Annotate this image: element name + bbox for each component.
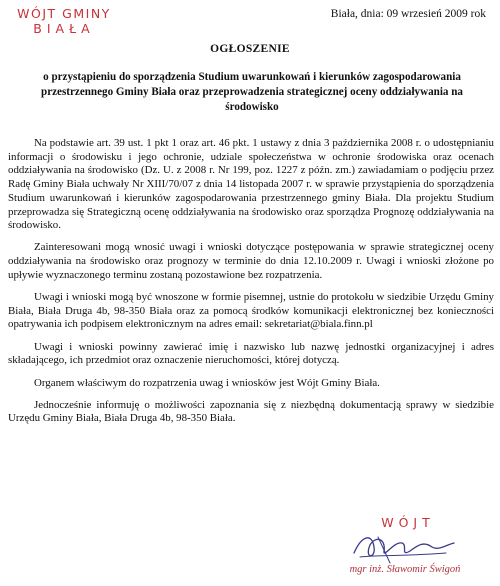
paragraph-competent-authority: Organem właściwym do rozpatrzenia uwag i wniosków jest Wójt Gminy Biała. — [34, 376, 380, 389]
handwritten-signature-icon — [350, 529, 460, 565]
document-title: OGŁOSZENIE — [210, 43, 290, 55]
office-stamp — [8, 6, 120, 36]
place-and-date: Biała, dnia: 09 wrzesień 2009 rok — [330, 8, 486, 20]
stamp-line-2: BIAŁA — [33, 21, 95, 36]
stamp-line-1: WÓJT GMINY — [17, 6, 111, 21]
paragraph-submission-methods: Uwagi i wnioski mogą być wnoszone w formie pisemnej, ustnie do protokołu w siedzibie Urzędu Gminy Biała, Biała Druga 4b, 98-350 Biała oraz za pomocą środków komunikacji elektronicznej bez konieczności opatrywania ich podpisem elektronicznym na adres email: sekretariat@biala.finn.pl — [8, 291, 494, 331]
document-body — [8, 137, 494, 435]
signature-block — [330, 515, 480, 585]
signatory-name: mgr inż. Sławomir Świgoń — [349, 564, 461, 575]
signature-title: WÓJT — [381, 515, 435, 530]
paragraph-legal-basis: Na podstawie art. 39 ust. 1 pkt 1 oraz art. 46 pkt. 1 ustawy z dnia 3 października 2008 r. o udostępnianiu informacji o środowisku i jego ochronie, udziale społeczeństwa w ochronie środowiska oraz ocenach oddziaływania na środowisko (Dz. U. z 2008 r. Nr 199, poz. 1227 z późn. zm.) zawiadamiam o podjęciu przez Radę Gminy Biała uchwały Nr XIII/70/07 z dnia 14 listopada 2007 r. w sprawie przystąpienia do sporządzenia Studium uwarunkowań i kierunków zagospodarowania przestrzennego gminy Biała. Dla projektu Studium przeprowadza się Strategiczną ocenę oddziaływania na środowisko oraz sporządza Prognozę oddziaływania na środowisko. — [8, 137, 494, 232]
paragraph-required-content: Uwagi i wnioski powinny zawierać imię i nazwisko lub nazwę jednostki organizacyjnej i adres składającego, ich przedmiot oraz oznaczenie nieruchomości, której dotyczą. — [8, 340, 494, 367]
document-subtitle: o przystąpieniu do sporządzenia Studium uwarunkowań i kierunków zagospodarowania przestrzennego Gminy Biała oraz przeprowadzenia strategicznej oceny oddziaływania na środowisko — [41, 71, 463, 113]
paragraph-documentation: Jednocześnie informuję o możliwości zapoznania się z niezbędną dokumentacją sprawy w siedzibie Urzędu Gminy Biała, Biała Druga 4b, 98-350 Biała. — [8, 398, 494, 425]
paragraph-deadline: Zainteresowani mogą wnosić uwagi i wnioski dotyczące postępowania w sprawie strategicznej oceny oddziaływania na środowisko oraz prognozy w terminie do dnia 12.10.2009 r. Uwagi i wnioski złożone po upływie wyznaczonego terminu zostaną pozostawione bez rozpatrzenia. — [8, 241, 494, 281]
